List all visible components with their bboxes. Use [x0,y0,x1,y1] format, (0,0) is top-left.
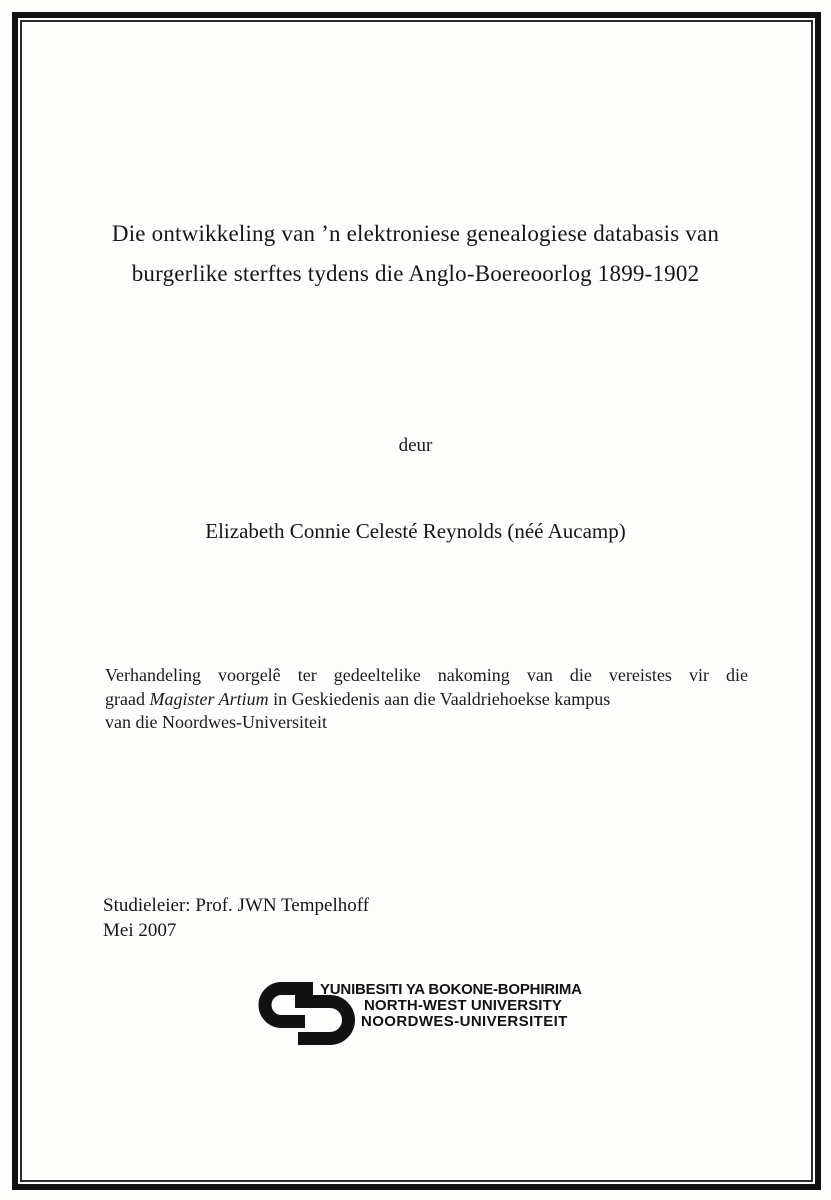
logo-text-afrikaans: NOORDWES-UNIVERSITEIT [361,1013,568,1030]
thesis-title-line2: burgerlike sterftes tydens die Anglo-Boereoorlog 1899-1902 [131,261,700,286]
degree-statement [105,664,748,735]
byline-deur: deur [398,435,433,456]
logo-text-english: NORTH-WEST UNIVERSITY [364,997,562,1014]
logo-text-setswana: YUNIBESITI YA BOKONE-BOPHIRIMA [320,981,582,998]
degree-statement-line2 [105,688,748,712]
supervisor-block [103,893,369,943]
degree-statement-line2-pre: graad [105,688,150,709]
degree-name-italic: Magister Artium [149,688,269,709]
author-name: Elizabeth Connie Celesté Reynolds (néé Aucamp) [205,519,626,543]
supervisor-line: Studieleier: Prof. JWN Tempelhoff [103,895,370,916]
degree-statement-line1: Verhandeling voorgelê ter gedeeltelike nakoming van die vereistes vir die [105,665,748,685]
thesis-title-line1: Die ontwikkeling van ’n elektroniese genealogiese databasis van [111,221,720,246]
degree-statement-line2-post: in Geskiedenis aan die Vaaldriehoekse kampus [268,688,611,709]
date-line: Mei 2007 [103,920,177,941]
degree-statement-line3: van die Noordwes-Universiteit [105,712,327,732]
thesis-title [40,214,791,294]
